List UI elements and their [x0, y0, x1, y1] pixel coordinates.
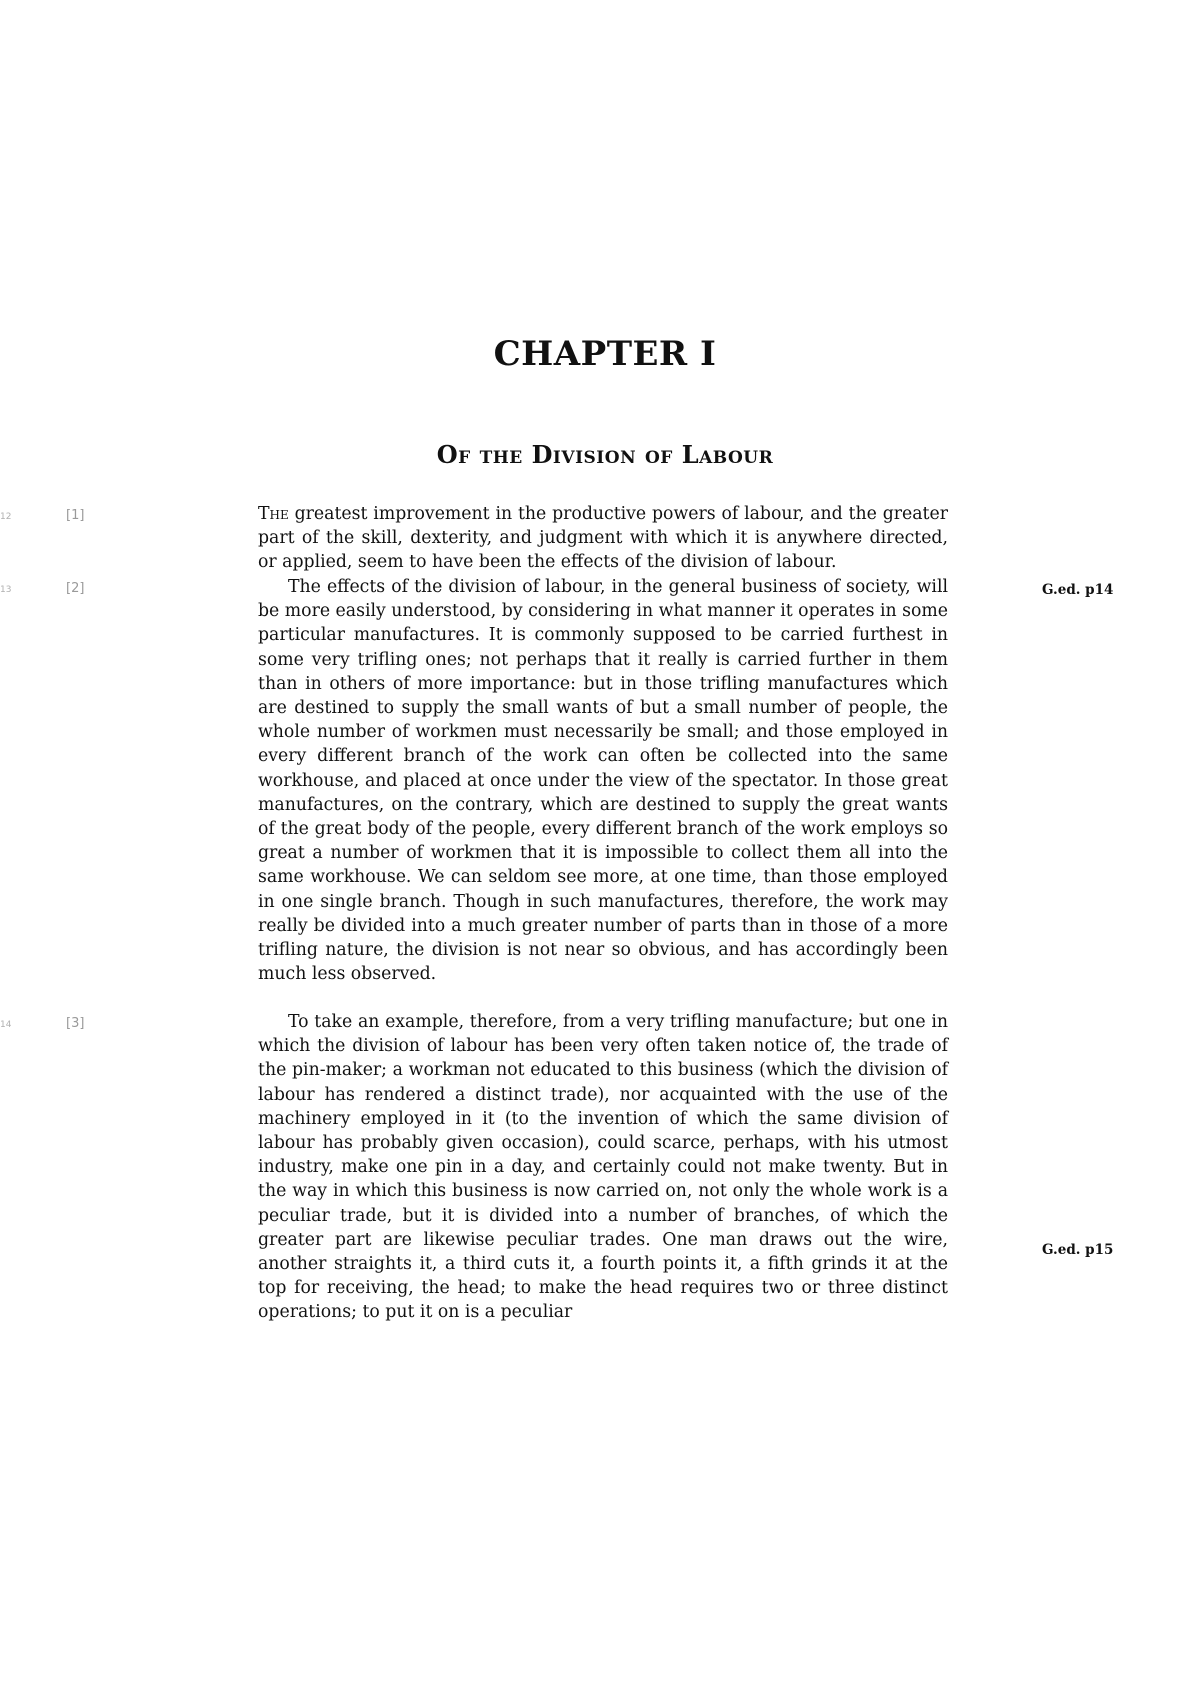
paragraph-marker-3: [3] — [66, 1016, 85, 1031]
chapter-title: Of the Division of Labour — [436, 440, 774, 469]
paragraph-3: To take an example, therefore, from a very trifling manufacture; but one in which the division of labour has been very often taken notice of, the trade of the pin-maker; a workman not educated to this business (which the division of labour has rendered a distinct trade), nor acquainted with the use of the machinery employed in it (to the invention of which the same division of labour has probably given occasion), could scarce, perhaps, with his utmost industry, make one pin in a day, and certainly could not make twenty. But in the way in which this business is now carried on, not only the whole work is a peculiar trade, but it is divided into a number of branches, of which the greater part are likewise peculiar trades. One man draws out the wire, another straights it, a third cuts it, a fourth points it, a fifth grinds it at the top for receiving, the head; to make the head requires two or three distinct operations; to put it on is a peculiar — [258, 1012, 948, 1323]
paragraph-1 — [258, 502, 948, 575]
paragraph-2: The effects of the division of labour, in the general business of society, will be more easily understood, by considering in what manner it operates in some particular manufactures. It is commonly supposed to be carried furthest in some very trifling ones; not perhaps that it really is carried further in them than in others of more importance: but in those trifling manufactures which are destined to supply the small wants of but a small number of people, the whole number of workmen must necessarily be small; and those employed in every different branch of the work can often be collected into the same workhouse, and placed at once under the view of the spectator. In those great manufactures, on the contrary, which are destined to supply the great wants of the great body of the people, every different branch of the work employs so great a number of workmen that it is impossible to collect them all into the same workhouse. We can seldom see more, at one time, than those employed in one single branch. Though in such manufactures, therefore, the work may really be divided into a much greater number of parts than in those of a more trifling nature, the division is not near so obvious, and has accordingly been much less observed. — [258, 577, 948, 985]
paragraph-marker-2: [2] — [66, 581, 85, 596]
chapter-heading: CHAPTER I — [493, 334, 717, 374]
paragraph-1-text: greatest improvement in the productive powers of labour, and the greater part of the skill, dexterity, and judgment with which it is anywhere directed, or applied, seem to have been the effects of the division of labour. — [258, 504, 948, 573]
line-number: 12 — [0, 512, 12, 522]
line-number: 13 — [0, 585, 12, 595]
paragraph-marker-1: [1] — [66, 508, 85, 523]
paragraph-lead-word: The — [258, 504, 289, 524]
edition-page-mark: G.ed. p15 — [1042, 1242, 1114, 1258]
line-number: 14 — [0, 1020, 12, 1030]
edition-page-mark: G.ed. p14 — [1042, 582, 1114, 598]
